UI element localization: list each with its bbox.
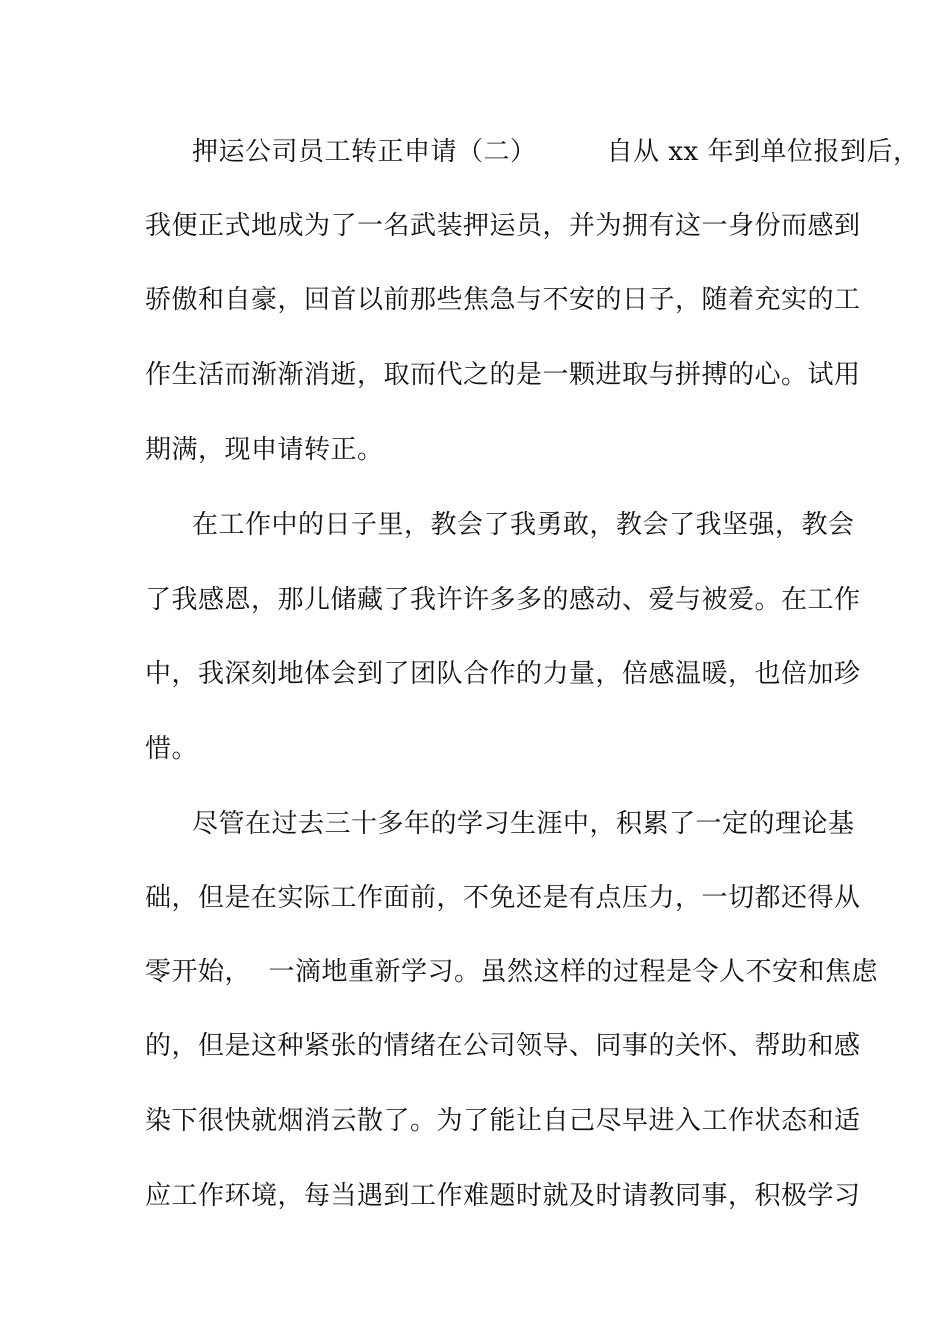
paragraph-2-line-2: 了我感恩，那儿储藏了我许许多多的感动、爱与被爱。在工作 xyxy=(145,585,861,615)
paragraph-1-line-1: 押运公司员工转正申请（二） 自从 xx 年到单位报到后， xyxy=(192,137,920,167)
paragraph-3-line-6: 应工作环境，每当遇到工作难题时就及时请教同事，积极学习 xyxy=(145,1181,861,1211)
paragraph-3-line-4: 的，但是这种紧张的情绪在公司领导、同事的关怀、帮助和感 xyxy=(145,1031,861,1061)
paragraph-2-line-3: 中，我深刻地体会到了团队合作的力量，倍感温暖，也倍加珍 xyxy=(145,659,861,689)
paragraph-3-line-2: 础，但是在实际工作面前，不免还是有点压力，一切都还得从 xyxy=(145,883,861,913)
paragraph-2-line-4: 惜。 xyxy=(145,734,199,764)
paragraph-3-line-5: 染下很快就烟消云散了。为了能让自己尽早进入工作状态和适 xyxy=(145,1106,861,1136)
paragraph-2-line-1: 在工作中的日子里，教会了我勇敢，教会了我坚强，教会 xyxy=(192,510,855,540)
paragraph-3-line-3: 零开始， 一滴地重新学习。虽然这样的过程是令人不安和焦虑 xyxy=(145,957,879,987)
paragraph-1-line-4: 作生活而渐渐消逝，取而代之的是一颗进取与拼搏的心。试用 xyxy=(145,360,861,390)
paragraph-3-line-1: 尽管在过去三十多年的学习生涯中，积累了一定的理论基 xyxy=(192,809,855,839)
paragraph-1-line-5: 期满，现申请转正。 xyxy=(145,435,384,465)
paragraph-1-line-2: 我便正式地成为了一名武装押运员，并为拥有这一身份而感到 xyxy=(145,211,861,241)
paragraph-1-line-3: 骄傲和自豪，回首以前那些焦急与不安的日子，随着充实的工 xyxy=(145,285,861,315)
